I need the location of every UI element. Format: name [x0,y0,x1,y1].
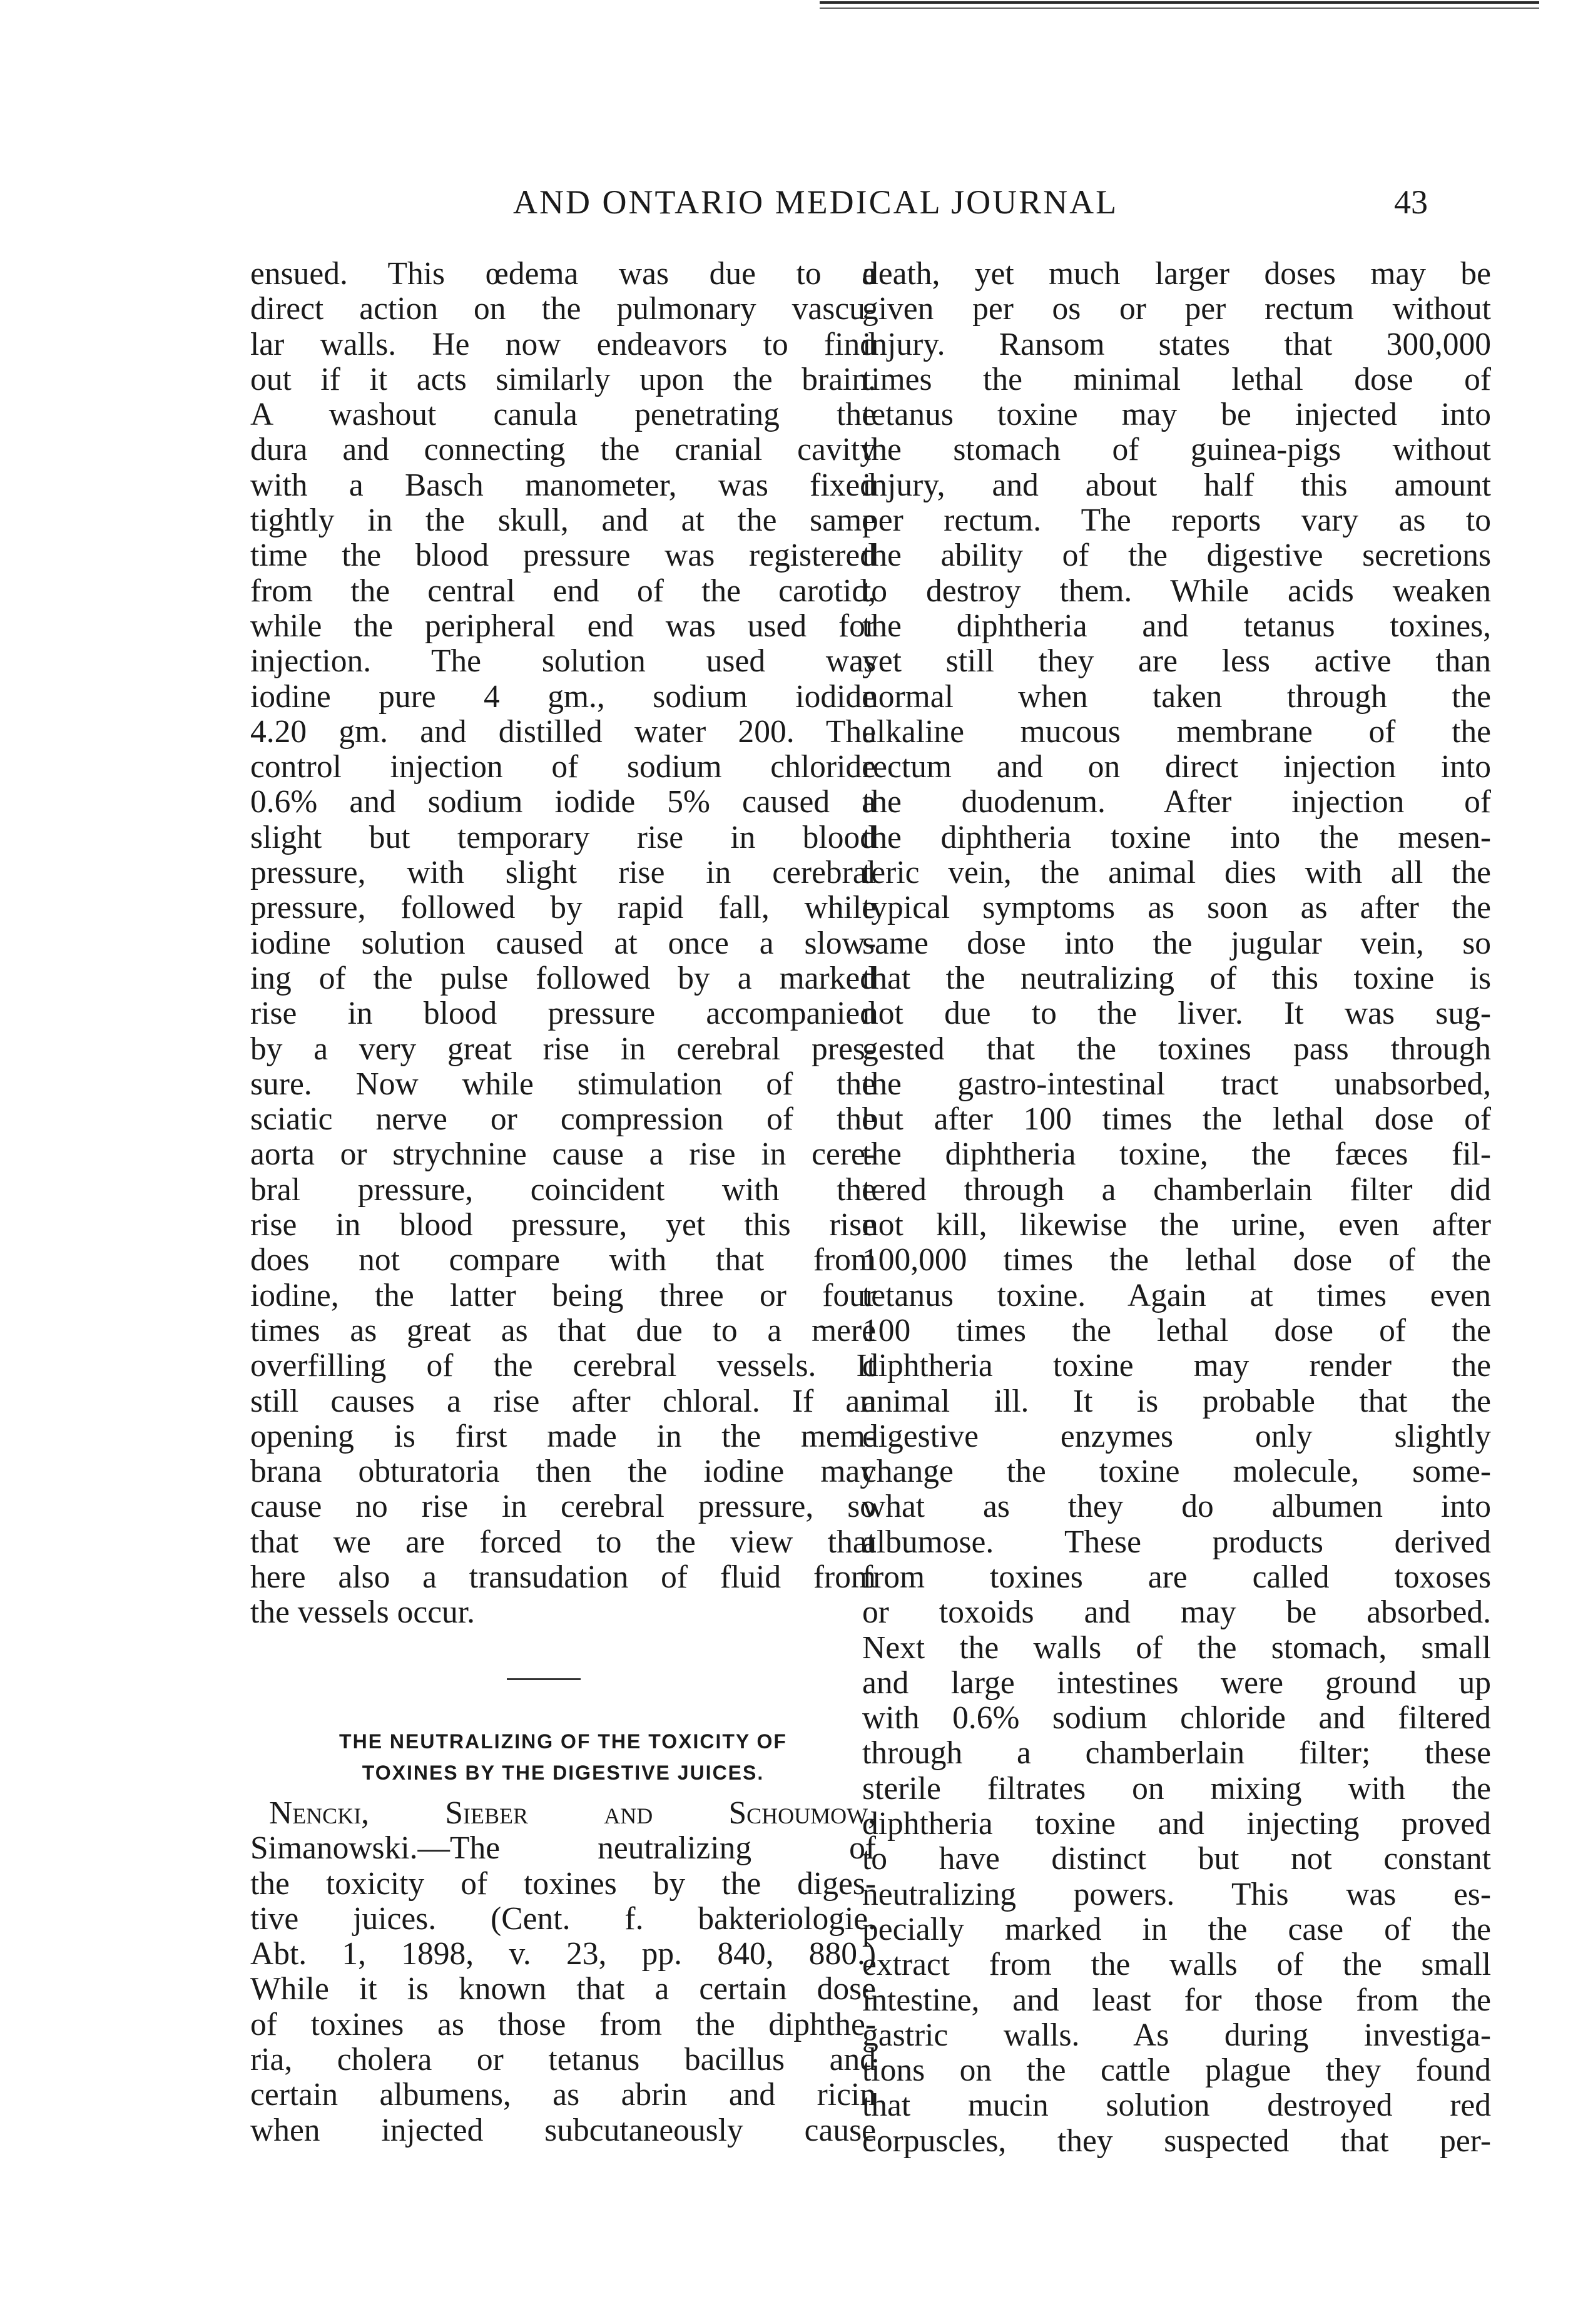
text-line: yet still they are less active than [862,644,1491,680]
text-line: cause no rise in cerebral pressure, so [250,1489,876,1525]
left-column-article-body [250,1796,876,2148]
section-heading-line-2: TOXINES BY THE DIGESTIVE JUICES. [362,1761,765,1784]
text-line: change the toxine molecule, some- [862,1454,1491,1490]
text-line: ria, cholera or tetanus bacillus and [250,2042,876,2078]
text-line: tions on the cattle plague they found [862,2053,1491,2089]
text-line: still causes a rise after chloral. If an [250,1384,876,1419]
section-divider-rule [507,1678,581,1680]
text-line: what as they do albumen into [862,1489,1491,1525]
text-line: from toxines are called toxoses [862,1559,1491,1595]
text-line: time the blood pressure was registered [250,538,876,574]
text-line: to have distinct but not constant [862,1842,1491,1877]
text-line: 0.6% and sodium iodide 5% caused a [250,785,876,820]
text-line: ing of the pulse followed by a marked [250,961,876,996]
text-line: sterile filtrates on mixing with the [862,1771,1491,1807]
text-line: and large intestines were ground up [862,1665,1491,1701]
text-line: with a Basch manometer, was fixed [250,467,876,503]
text-line: direct action on the pulmonary vascu- [250,292,876,327]
text-line: animal ill. It is probable that the [862,1384,1491,1419]
text-line: lar walls. He now endeavors to find [250,327,876,362]
text-line: albumose. These products derived [862,1524,1491,1560]
text-line: but after 100 times the lethal dose of [862,1102,1491,1138]
text-line: that we are forced to the view that [250,1524,876,1560]
text-line: ensued. This œdema was due to a [250,257,876,292]
text-line: that the neutralizing of this toxine is [862,961,1491,996]
text-line: Simanowski.—The neutralizing of [250,1831,876,1867]
top-border-rule [820,1,1539,4]
text-line: while the peripheral end was used for [250,608,876,644]
text-line: typical symptoms as soon as after the [862,890,1491,926]
text-line: brana obturatoria then the iodine may [250,1454,876,1490]
text-line: the ability of the digestive secretions [862,538,1491,574]
text-line: rectum and on direct injection into [862,750,1491,785]
text-line: the diphtheria toxine, the fæces fil- [862,1137,1491,1173]
running-head: AND ONTARIO MEDICAL JOURNAL [513,183,1119,221]
text-line: A washout canula penetrating the [250,397,876,433]
text-line: per rectum. The reports vary as to [862,503,1491,539]
text-line: when injected subcutaneously cause [250,2112,876,2148]
text-line: gastric walls. As during investiga- [862,2017,1491,2053]
text-line: the diphtheria toxine into the mesen- [862,820,1491,855]
text-line: tightly in the skull, and at the same [250,503,876,539]
text-line: pecially marked in the case of the [862,1912,1491,1947]
text-line: Abt. 1, 1898, v. 23, pp. 840, 880.) [250,1937,876,1972]
text-line: that mucin solution destroyed red [862,2088,1491,2124]
text-line: times as great as that due to a mere [250,1313,876,1348]
text-line: sciatic nerve or compression of the [250,1102,876,1138]
text-line: overfilling of the cerebral vessels. It [250,1348,876,1384]
text-line: diphtheria toxine and injecting proved [862,1807,1491,1842]
text-line: does not compare with that from [250,1243,876,1278]
text-line: opening is first made in the mem- [250,1419,876,1454]
text-line: rise in blood pressure accompanied [250,996,876,1032]
text-line: to destroy them. While acids weaken [862,573,1491,609]
text-line: same dose into the jugular vein, so [862,925,1491,961]
text-line: intestine, and least for those from the [862,1982,1491,2018]
text-line: with 0.6% sodium chloride and filtered [862,1701,1491,1736]
text-line: Nencki, Sieber and Schoumow, [269,1796,876,1831]
text-line: dura and connecting the cranial cavity [250,432,876,468]
text-line: iodine pure 4 gm., sodium iodide [250,679,876,715]
section-heading-line-1: THE NEUTRALIZING OF THE TOXICITY OF [339,1730,787,1753]
text-line: 100 times the lethal dose of the [862,1313,1491,1348]
text-line: tetanus toxine. Again at times even [862,1278,1491,1313]
text-line: slight but temporary rise in blood [250,820,876,855]
text-line: digestive enzymes only slightly [862,1419,1491,1454]
text-line: injection. The solution used was [250,644,876,680]
text-line: alkaline mucous membrane of the [862,714,1491,750]
text-line: extract from the walls of the small [862,1947,1491,1983]
text-line: the toxicity of toxines by the diges- [250,1866,876,1902]
top-border-rule-thin [820,8,1539,9]
text-line: tetanus toxine may be injected into [862,397,1491,433]
text-line: the gastro-intestinal tract unabsorbed, [862,1066,1491,1102]
text-line: While it is known that a certain dose [250,1972,876,2007]
text-line: the diphtheria and tetanus toxines, [862,608,1491,644]
text-line: diphtheria toxine may render the [862,1348,1491,1384]
text-line: given per os or per rectum without [862,292,1491,327]
text-line: aorta or strychnine cause a rise in cere- [250,1137,876,1173]
text-line: gested that the toxines pass through [862,1031,1491,1067]
left-column-body [250,257,876,1631]
text-line: 4.20 gm. and distilled water 200. The [250,714,876,750]
text-line: corpuscles, they suspected that per- [862,2123,1491,2159]
text-line: sure. Now while stimulation of the [250,1066,876,1102]
text-line: by a very great rise in cerebral pres- [250,1031,876,1067]
text-line: out if it acts similarly upon the brain. [250,362,876,397]
text-line: injury. Ransom states that 300,000 [862,327,1491,362]
text-line: times the minimal lethal dose of [862,362,1491,397]
text-line: iodine solution caused at once a slow- [250,925,876,961]
text-line: tered through a chamberlain filter did [862,1172,1491,1208]
text-line: normal when taken through the [862,679,1491,715]
text-line: certain albumens, as abrin and ricin [250,2077,876,2113]
text-line: teric vein, the animal dies with all the [862,855,1491,891]
text-line: the vessels occur. [250,1595,475,1631]
text-line: pressure, followed by rapid fall, while [250,890,876,926]
text-line: 100,000 times the lethal dose of the [862,1243,1491,1278]
text-line: iodine, the latter being three or four [250,1278,876,1313]
page-number: 43 [1394,183,1428,221]
text-line: control injection of sodium chloride [250,750,876,785]
text-line: of toxines as those from the diphthe- [250,2007,876,2042]
text-line: pressure, with slight rise in cerebral [250,855,876,891]
text-line: death, yet much larger doses may be [862,257,1491,292]
text-line: or toxoids and may be absorbed. [862,1595,1491,1631]
text-line: bral pressure, coincident with the [250,1172,876,1208]
text-line: the stomach of guinea-pigs without [862,432,1491,468]
text-line: injury, and about half this amount [862,467,1491,503]
text-line: through a chamberlain filter; these [862,1736,1491,1771]
right-column-body [862,257,1491,2159]
text-line: rise in blood pressure, yet this rise [250,1208,876,1243]
text-line: here also a transudation of fluid from [250,1559,876,1595]
text-line: neutralizing powers. This was es- [862,1877,1491,1912]
text-line: Next the walls of the stomach, small [862,1630,1491,1666]
text-line: the duodenum. After injection of [862,785,1491,820]
text-line: not kill, likewise the urine, even after [862,1208,1491,1243]
text-line: not due to the liver. It was sug- [862,996,1491,1032]
text-line: tive juices. (Cent. f. bakteriologie. [250,1901,876,1937]
text-line: from the central end of the carotid, [250,573,876,609]
